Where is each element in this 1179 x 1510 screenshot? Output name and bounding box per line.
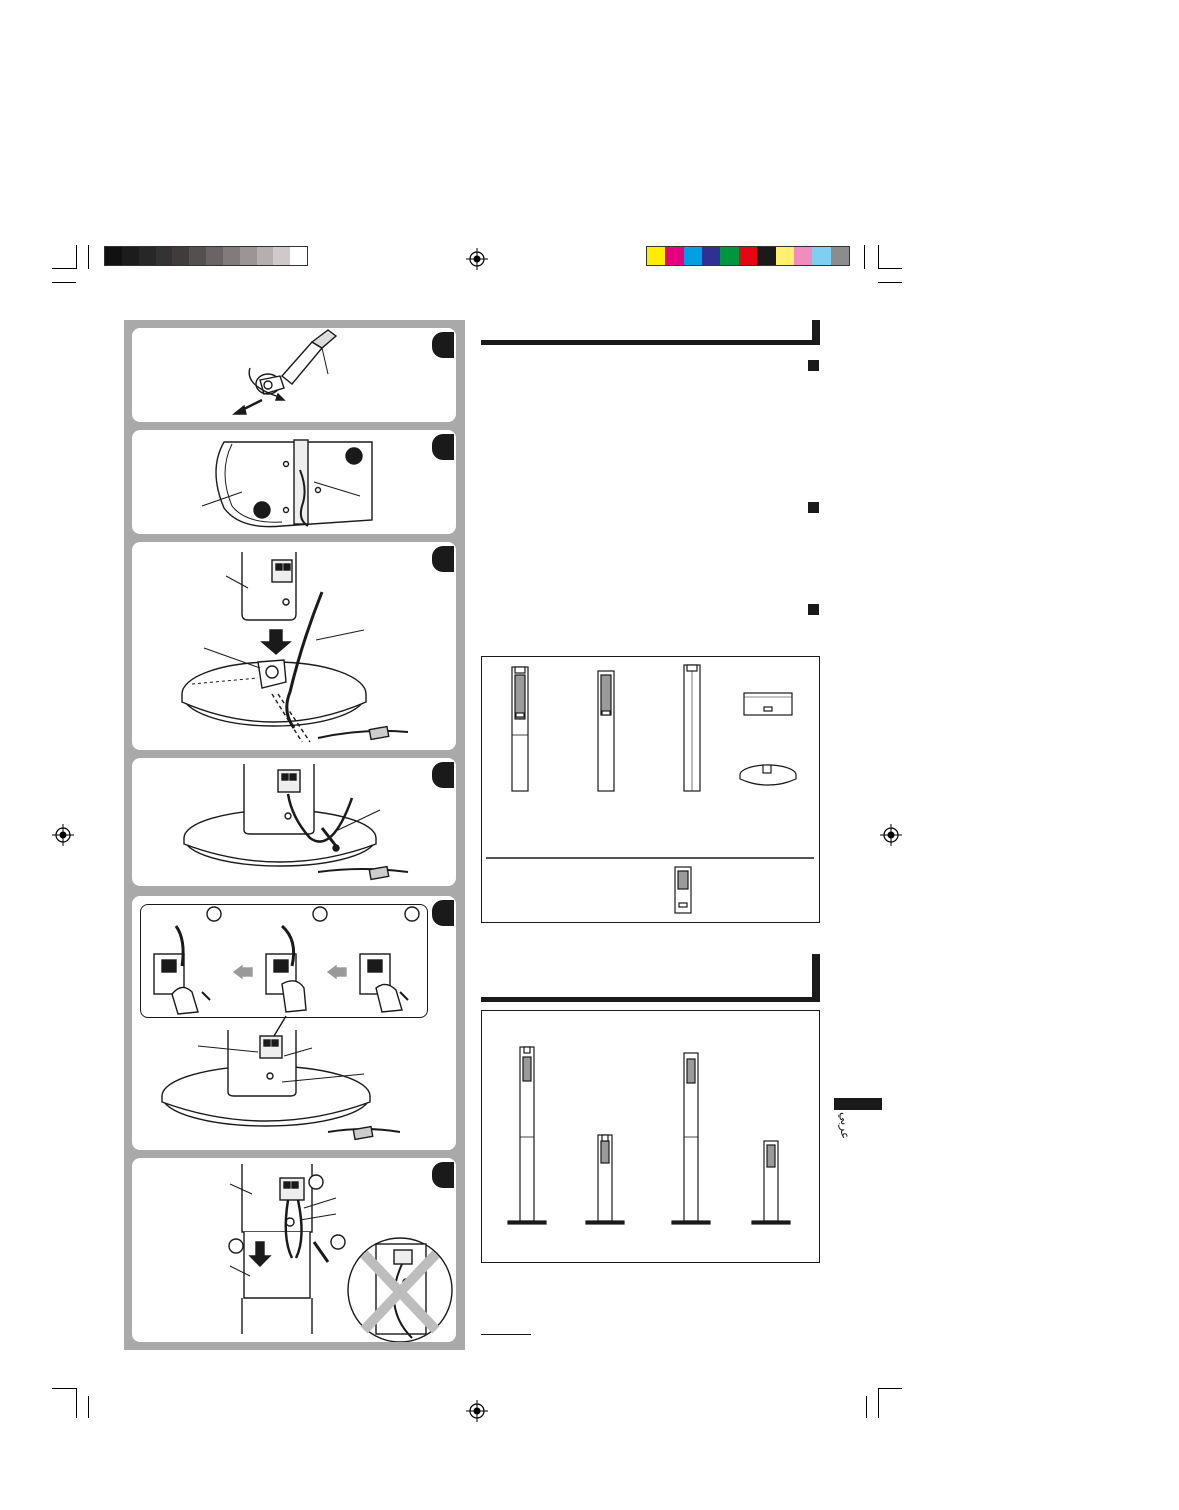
calibration-swatch [739, 247, 758, 265]
speaker-column-icon [132, 542, 456, 750]
calibration-swatch [684, 247, 703, 265]
calibration-swatch [257, 247, 274, 265]
step-5-illustration [132, 896, 456, 1150]
speaker-column-icon [482, 1011, 819, 1262]
step-1-illustration [132, 328, 456, 422]
section-heading-tick [812, 954, 820, 1002]
calibration-swatch [290, 247, 307, 265]
registration-mark-icon [466, 248, 488, 270]
calibration-swatch [172, 247, 189, 265]
crop-mark [52, 282, 76, 283]
crop-mark [864, 245, 865, 269]
calibration-swatch [812, 247, 831, 265]
crop-mark [76, 245, 77, 269]
crop-mark [88, 245, 89, 269]
calibration-swatch [139, 247, 156, 265]
speaker-column-icon [132, 1158, 456, 1342]
calibration-swatch [105, 247, 122, 265]
calibration-swatch [189, 247, 206, 265]
crop-mark [866, 1396, 867, 1418]
stand-base-icon [132, 430, 456, 534]
bullet-marker [808, 502, 819, 513]
crop-mark [52, 1388, 76, 1389]
page-number-rule [481, 1334, 531, 1335]
speaker-configurations-box [481, 1010, 820, 1263]
speaker-column-icon [132, 758, 456, 886]
crop-mark [878, 268, 902, 269]
calibration-swatch [720, 247, 739, 265]
calibration-swatch [206, 247, 223, 265]
language-label: عربي [838, 1112, 852, 1140]
registration-mark-icon [466, 1400, 488, 1422]
step-3-illustration [132, 542, 456, 750]
speaker-column-icon [482, 657, 819, 922]
calibration-swatch [122, 247, 139, 265]
calibration-swatch [647, 247, 666, 265]
crop-mark [88, 1396, 89, 1418]
step-2-illustration [132, 430, 456, 534]
calibration-swatch [776, 247, 795, 265]
calibration-swatch [273, 247, 290, 265]
color-bar [646, 246, 850, 266]
calibration-swatch [156, 247, 173, 265]
bullet-marker [808, 360, 819, 371]
crop-mark [52, 268, 76, 269]
calibration-swatch [831, 247, 850, 265]
speaker-column-icon [132, 896, 456, 1150]
crop-mark [878, 1388, 879, 1418]
section-heading-rule [481, 340, 820, 345]
registration-mark-icon [880, 824, 902, 846]
calibration-swatch [757, 247, 776, 265]
registration-mark-icon [52, 824, 74, 846]
crop-mark [878, 245, 879, 269]
supplied-parts-box [481, 656, 820, 923]
calibration-swatch [223, 247, 240, 265]
crop-mark [76, 1388, 77, 1418]
crop-mark [878, 1388, 902, 1389]
calibration-swatch [794, 247, 813, 265]
section-heading-tick [812, 320, 820, 345]
bullet-marker [808, 604, 819, 615]
step-4-illustration [132, 758, 456, 886]
crop-mark [878, 282, 902, 283]
calibration-swatch [665, 247, 684, 265]
section-heading-rule [481, 997, 820, 1002]
grayscale-bar [104, 246, 308, 266]
calibration-swatch [240, 247, 257, 265]
calibration-swatch [702, 247, 721, 265]
screwdriver-icon [132, 328, 456, 422]
language-tab [834, 1098, 882, 1110]
step-6-illustration [132, 1158, 456, 1342]
